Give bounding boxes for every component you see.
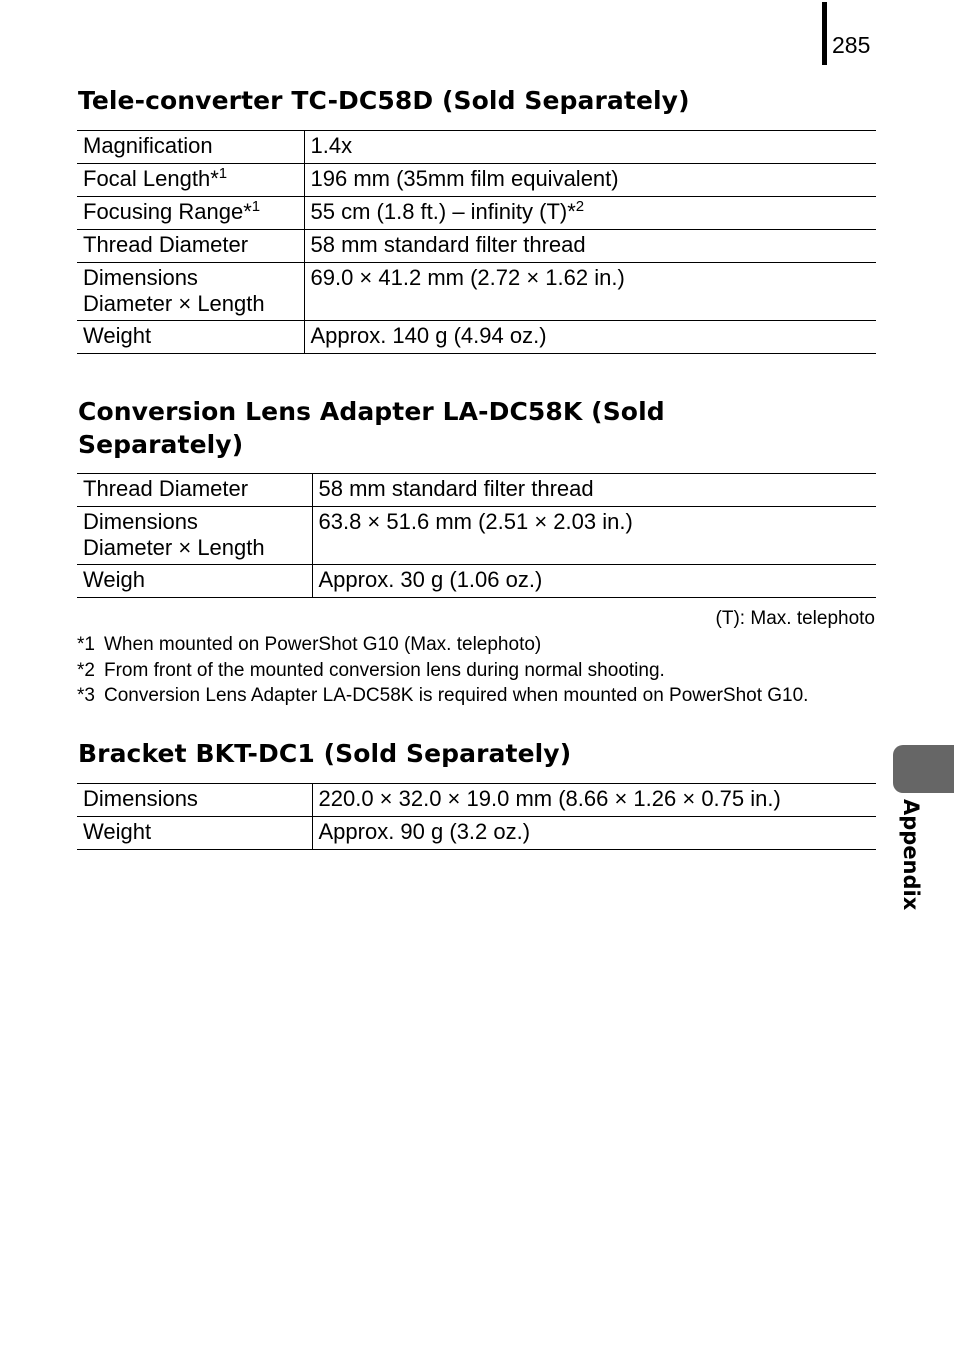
spec-value-cell [304, 197, 876, 230]
footnote-ref: 1 [251, 198, 261, 215]
spec-value: 196 mm (35mm film equivalent) [304, 164, 876, 197]
table-row [77, 164, 876, 197]
spec-value: 220.0 × 32.0 × 19.0 mm (8.66 × 1.26 × 0.75 in.) [312, 784, 876, 817]
footnote-mark: *3 [77, 685, 95, 706]
spec-table-conversion-lens-adapter [77, 473, 876, 598]
section-title-line2: Separately) [78, 430, 244, 459]
telephoto-legend-note: (T): Max. telephoto [715, 608, 875, 629]
footnote-item [77, 632, 808, 658]
spec-label: Dimensions [83, 265, 198, 290]
footnote-item [77, 658, 808, 684]
spec-label: Weight [77, 817, 312, 850]
table-row [77, 321, 876, 354]
table-row [77, 230, 876, 263]
spec-label: Focal Length* [83, 166, 219, 191]
spec-value: Approx. 140 g (4.94 oz.) [304, 321, 876, 354]
footnote-ref: 1 [218, 165, 228, 182]
table-row [77, 474, 876, 507]
spec-value: Approx. 30 g (1.06 oz.) [312, 565, 876, 598]
section-title-bracket: Bracket BKT-DC1 (Sold Separately) [78, 739, 572, 768]
spec-label-cell [77, 263, 304, 321]
spec-label: Weight [77, 321, 304, 354]
spec-label-cell [77, 164, 304, 197]
spec-value: 63.8 × 51.6 mm (2.51 × 2.03 in.) [312, 507, 876, 565]
spec-label: Dimensions [77, 784, 312, 817]
page-number: 285 [832, 32, 871, 58]
table-row [77, 131, 876, 164]
spec-label-cell [77, 507, 312, 565]
table-row [77, 263, 876, 321]
spec-label-cell [77, 197, 304, 230]
appendix-side-label: Appendix [899, 799, 923, 911]
section-title-conversion-lens-adapter [78, 395, 665, 461]
footnote-text: From front of the mounted conversion lens during normal shooting. [104, 659, 665, 681]
spec-label: Thread Diameter [77, 474, 312, 507]
footnote-text: When mounted on PowerShot G10 (Max. telephoto) [104, 634, 542, 655]
footnote-mark: *1 [77, 634, 95, 655]
footnote-item [77, 683, 808, 709]
footnote-text: Conversion Lens Adapter LA-DC58K is required when mounted on PowerShot G10. [104, 685, 809, 706]
spec-label: Focusing Range* [83, 199, 252, 224]
spec-value: 58 mm standard filter thread [304, 230, 876, 263]
spec-table-tele-converter [77, 130, 876, 354]
spec-table-bracket [77, 783, 876, 850]
table-row [77, 784, 876, 817]
table-row [77, 507, 876, 565]
page-marker-bar [822, 2, 827, 65]
spec-value: 55 cm (1.8 ft.) – infinity (T)* [310, 199, 576, 224]
spec-label: Magnification [77, 131, 304, 164]
spec-value: 58 mm standard filter thread [312, 474, 876, 507]
spec-label: Dimensions [83, 509, 198, 534]
spec-label-line2: Diameter × Length [83, 535, 265, 560]
spec-value: 1.4x [304, 131, 876, 164]
spec-label: Weigh [77, 565, 312, 598]
spec-value: 69.0 × 41.2 mm (2.72 × 1.62 in.) [304, 263, 876, 321]
appendix-tab [893, 745, 954, 793]
section-title-line1: Conversion Lens Adapter LA-DC58K (Sold [78, 397, 665, 426]
table-row [77, 197, 876, 230]
spec-label-line2: Diameter × Length [83, 291, 265, 316]
footnotes [77, 632, 808, 709]
section-title-tele-converter: Tele-converter TC-DC58D (Sold Separately) [78, 86, 690, 115]
table-row [77, 565, 876, 598]
spec-label: Thread Diameter [77, 230, 304, 263]
footnote-ref: 2 [575, 198, 585, 215]
table-row [77, 817, 876, 850]
spec-value: Approx. 90 g (3.2 oz.) [312, 817, 876, 850]
footnote-mark: *2 [77, 659, 95, 681]
